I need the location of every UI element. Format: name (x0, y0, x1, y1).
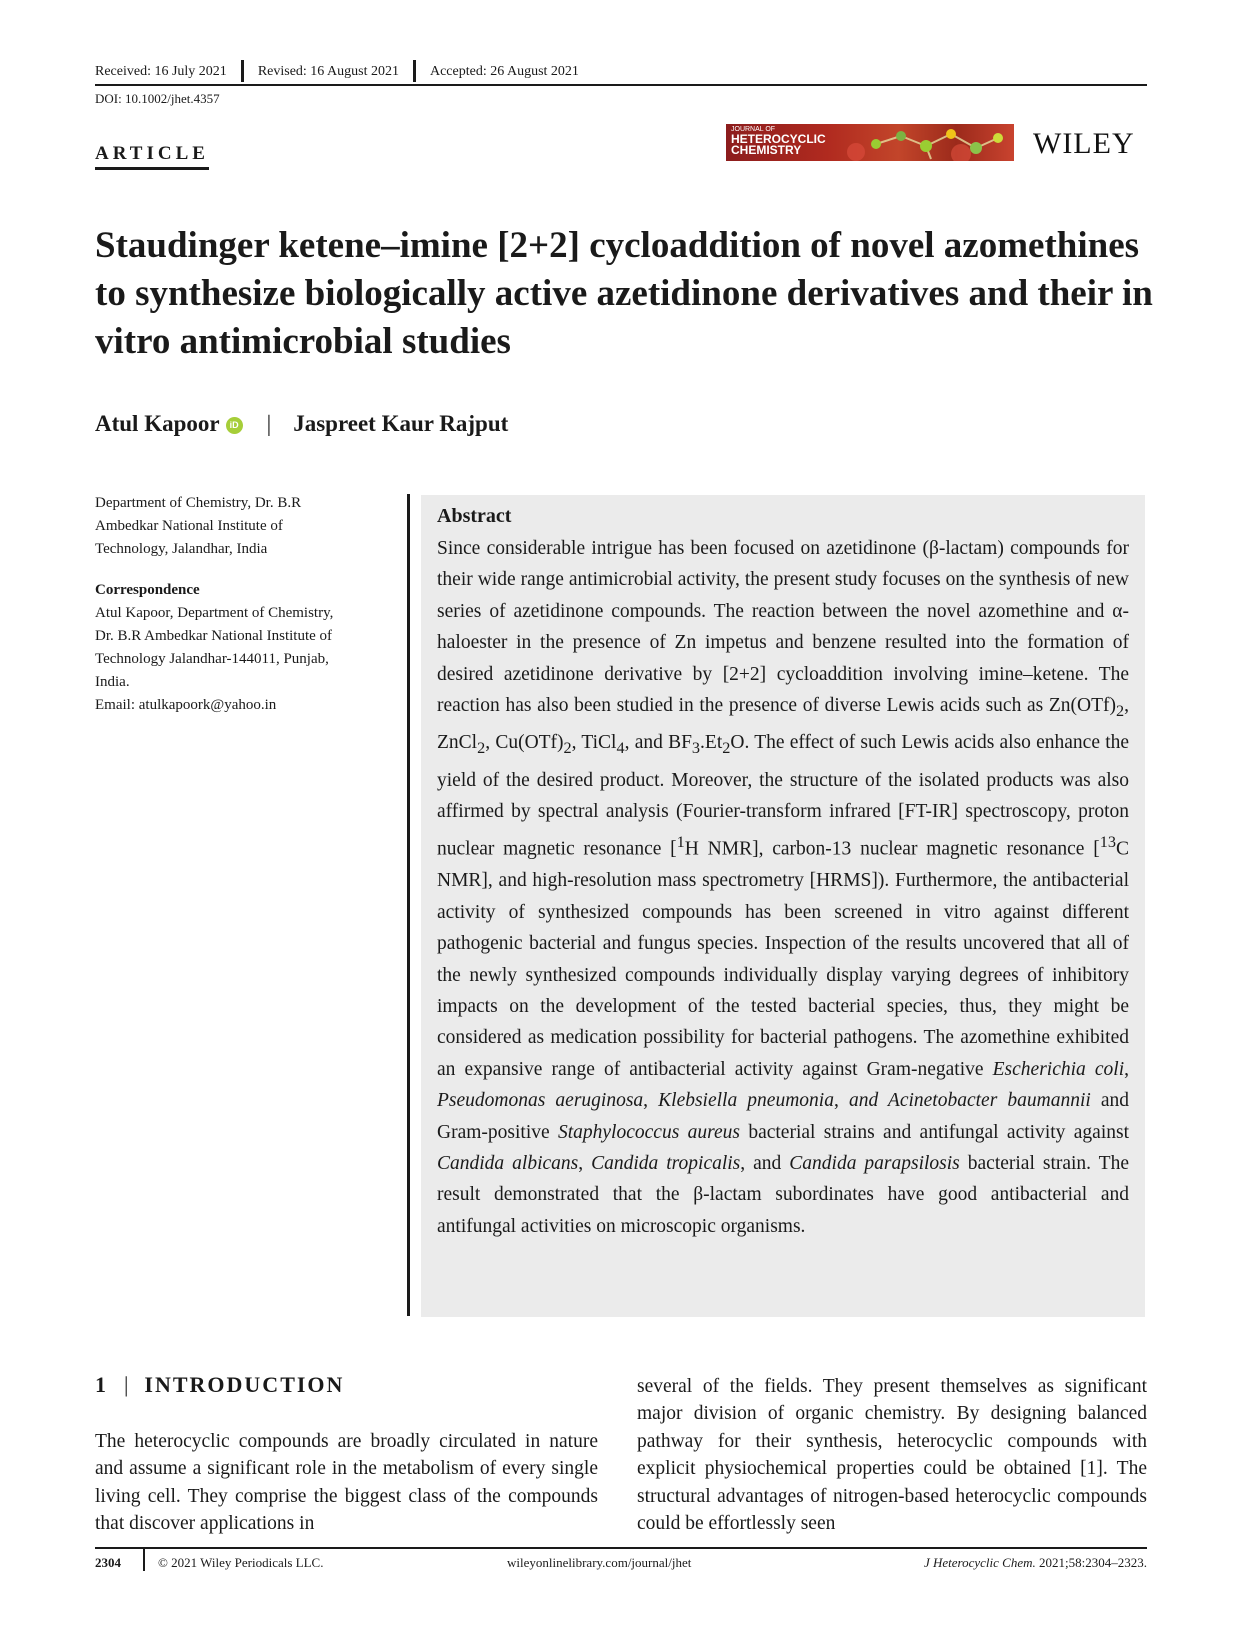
introduction-left-column (95, 1428, 598, 1538)
article-type-label: ARTICLE (95, 143, 209, 170)
section-separator: | (124, 1372, 131, 1397)
page-footer (95, 1553, 1147, 1575)
correspondence-email[interactable]: Email: atulkapoork@yahoo.in (95, 697, 277, 713)
correspondence-line: Technology Jalandhar-144011, Punjab, (95, 651, 329, 667)
author-separator: | (266, 411, 272, 436)
orcid-icon[interactable]: iD (226, 417, 243, 434)
publication-dates (95, 62, 1147, 86)
copyright-notice: © 2021 Wiley Periodicals LLC. (158, 1555, 324, 1570)
correspondence-line: Dr. B.R Ambedkar National Institute of (95, 628, 333, 644)
section-heading-introduction (95, 1372, 344, 1398)
abstract-box (421, 495, 1145, 1317)
citation: J Heterocyclic Chem. 2021;58:2304–2323. (923, 1555, 1147, 1570)
abstract-heading: Abstract (437, 505, 512, 527)
affiliation-column (95, 492, 385, 717)
author-name[interactable]: Atul Kapoor (95, 411, 220, 436)
correspondence-line: India. (95, 674, 130, 690)
received-date: Received: 16 July 2021 (95, 64, 227, 79)
section-title: INTRODUCTION (144, 1372, 345, 1397)
abstract-divider (407, 494, 410, 1316)
correspondence-line: Atul Kapoor, Department of Chemistry, (95, 605, 334, 621)
author-list (95, 411, 508, 437)
abstract-body: Since considerable intrigue has been focused on azetidinone (β-lactam) compounds for their wide range antimicrobial activity, the present study focuses on the synthesis of new series of azetidinone compounds. The reaction between the novel azomethine and α-haloester in the presence of Zn impetus and benzene resulted into the formation of desired azetidinone derivative by [2+2] cycloaddition involving imine–ketene. The reaction has also been studied in the presence of diverse Lewis acids such as $Zn(OTf)_2$, ZnCl$_2$, $Cu(OTf)_2$, TiCl$_4$, and $BF_3.Et_2O$. The effect of such Lewis acids also enhance the yield of the desired product. Moreover, the structure of the isolated products was also affirmed by spectral analysis (Fourier-transform infrared [FT-IR] spectroscopy, proton nuclear magnetic resonance [$^1$H NMR], carbon-13 nuclear magnetic resonance [$^{13}$C NMR], and high-resolution mass spectrometry [HRMS]). Furthermore, the antibacterial activity of synthesized compounds has been screened in vitro against different pathogenic bacterial and fungus species. Inspection of the results uncovered that all of the newly synthesized compounds individually display varying degrees of inhibitory impacts on the development of the tested bacterial species, thus, they might be considered as medication possibility for bacterial pathogens. The azomethine exhibited an expansive range of antibacterial activity against Gram-negative Escherichia coli, Pseudomonas aeruginosa, Klebsiella pneumonia, and Acinetobacter baumannii and Gram-positive Staphylococcus aureus bacterial strains and antifungal activity against Candida albicans, Candida tropicalis, and Candida parapsilosis bacterial strain. The result demonstrated that the β-lactam subordinates have good antibacterial and antifungal activities on microscopic organisms. (437, 538, 1130, 1237)
footer-rule (95, 1547, 1147, 1549)
article-title: Staudinger ketene–imine [2+2] cycloaddition of novel azomethines to synthesize biologically active azetidinone derivatives and their in vitro antimicrobial studies (95, 225, 1153, 362)
date-divider (413, 60, 416, 82)
introduction-right-column (637, 1373, 1147, 1537)
footer-divider (143, 1547, 145, 1571)
publisher-logo[interactable]: WILEY (1033, 127, 1135, 160)
page-number: 2304 (95, 1555, 121, 1570)
paragraph: The heterocyclic compounds are broadly circulated in nature and assume a significant role in the metabolism of every single living cell. They comprise the biggest class of the compounds that discover applications in (95, 1431, 598, 1535)
paragraph: several of the fields. They present themselves as significant major division of organic chemistry. By designing balanced pathway for their synthesis, heterocyclic compounds with explicit physiochemical properties could be obtained [1]. The structural advantages of nitrogen-based heterocyclic compounds could be effortlessly seen (637, 1376, 1147, 1535)
journal-banner-logo[interactable] (726, 124, 1014, 161)
doi[interactable]: DOI: 10.1002/jhet.4357 (95, 91, 220, 106)
revised-date: Revised: 16 August 2021 (257, 64, 399, 79)
affiliation-line: Department of Chemistry, Dr. B.R (95, 495, 302, 511)
section-number: 1 (95, 1372, 106, 1397)
accepted-date: Accepted: 26 August 2021 (429, 64, 579, 79)
author-name[interactable]: Jaspreet Kaur Rajput (293, 411, 509, 436)
affiliation-line: Technology, Jalandhar, India (95, 541, 268, 557)
affiliation-line: Ambedkar National Institute of (95, 518, 283, 534)
journal-url-link[interactable]: wileyonlinelibrary.com/journal/jhet (507, 1555, 692, 1570)
correspondence-heading: Correspondence (95, 582, 200, 598)
journal-name: JOURNAL OF HETEROCYCLIC CHEMISTRY (731, 126, 826, 157)
date-divider (241, 60, 244, 82)
